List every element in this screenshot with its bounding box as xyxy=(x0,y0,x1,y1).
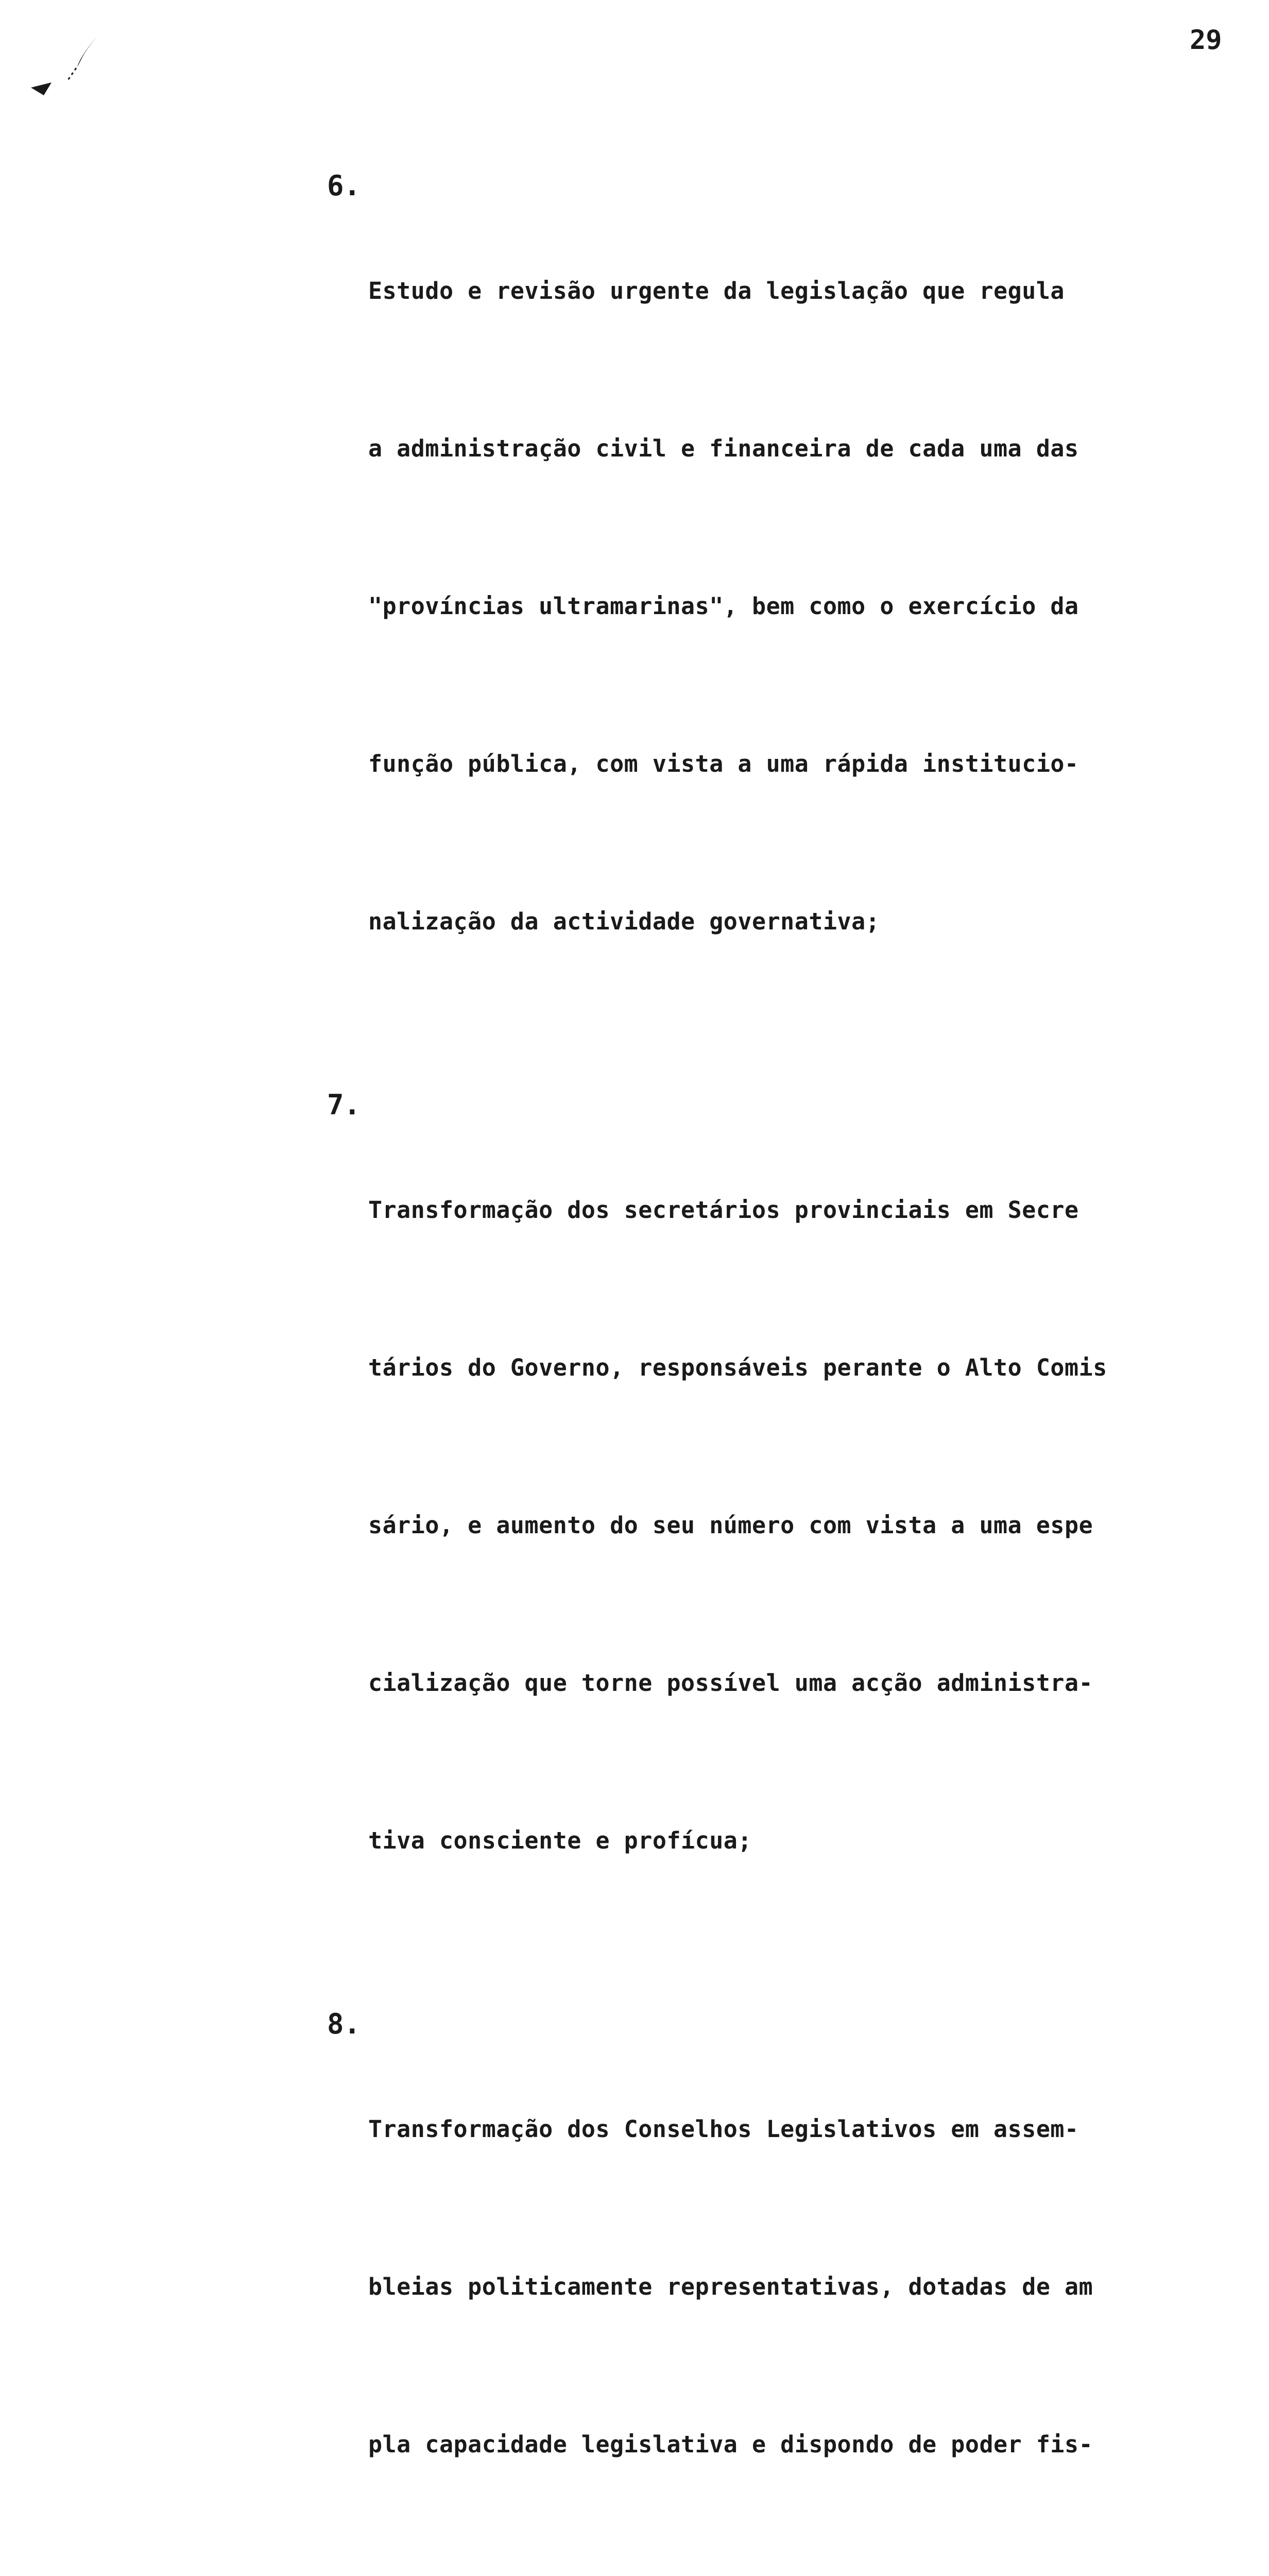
item-number: 8. xyxy=(327,2008,361,2040)
text-line: "províncias ultramarinas", bem como o exercício da xyxy=(368,592,1079,620)
text-line: sário, e aumento do seu número com vista a uma espe xyxy=(368,1512,1093,1539)
text-line: tiva consciente e profícua; xyxy=(368,1827,752,1854)
text-line: Estudo e revisão urgente da legislação que regula xyxy=(368,277,1065,304)
item-text xyxy=(368,1079,1174,1972)
text-line: Transformação dos secretários provinciais em Secre xyxy=(368,1196,1079,1224)
ink-mark-icon xyxy=(21,31,103,103)
list-item xyxy=(288,160,1174,1053)
item-number: 6. xyxy=(327,170,361,202)
text-line: tários do Governo, responsáveis perante o Alto Comis xyxy=(368,1354,1107,1381)
item-text xyxy=(368,160,1174,1053)
text-line: nalização da actividade governativa; xyxy=(368,908,880,935)
text-line: pla capacidade legislativa e dispondo de poder fis- xyxy=(368,2431,1093,2458)
text-line: bleias politicamente representativas, dotadas de am xyxy=(368,2273,1093,2300)
page-number: 29 xyxy=(1190,25,1222,56)
item-text xyxy=(368,1998,1174,2576)
text-line: a administração civil e financeira de cada uma das xyxy=(368,435,1079,462)
text-line: cialização que torne possível uma acção administra- xyxy=(368,1669,1093,1697)
document-body xyxy=(288,160,1174,2576)
text-line: Transformação dos Conselhos Legislativos em assem- xyxy=(368,2115,1079,2143)
text-line: função pública, com vista a uma rápida institucio- xyxy=(368,750,1079,777)
list-item xyxy=(288,1998,1174,2576)
item-number: 7. xyxy=(327,1089,361,1121)
list-item xyxy=(288,1079,1174,1972)
